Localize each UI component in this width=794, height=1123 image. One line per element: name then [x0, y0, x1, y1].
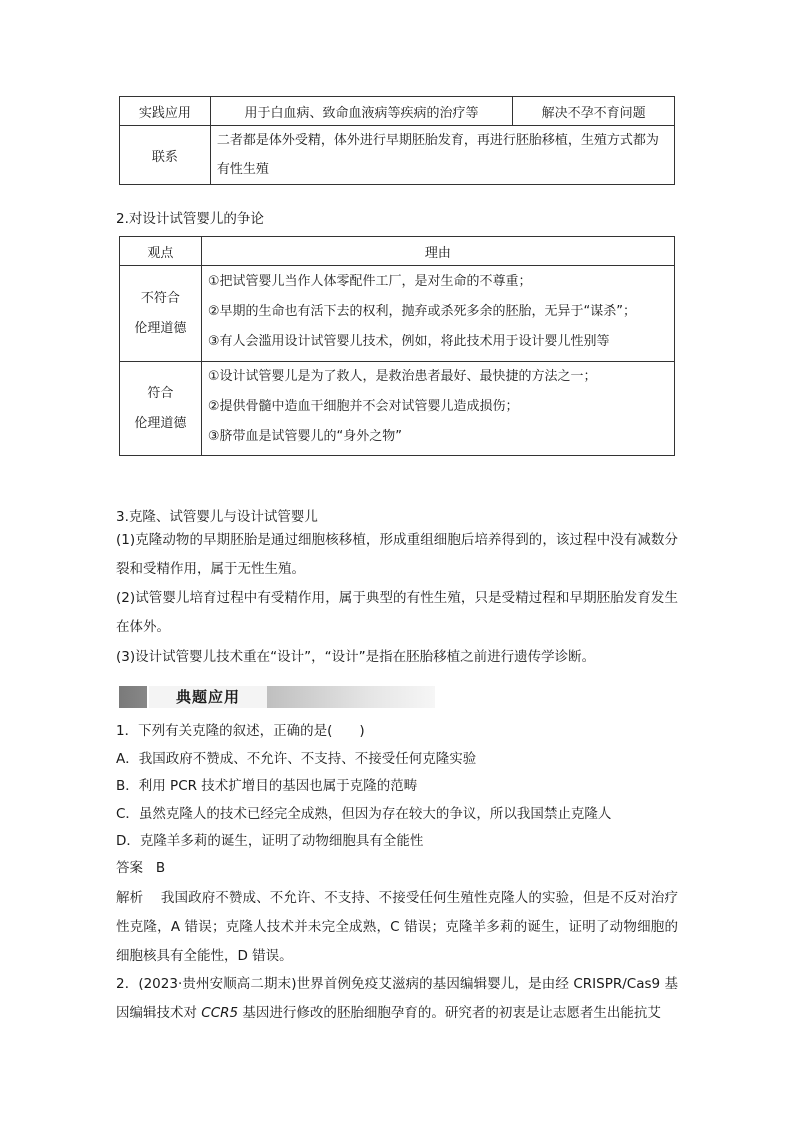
option-c: C．虽然克隆人的技术已经完全成熟，但因为存在较大的争议，所以我国禁止克隆人 — [116, 806, 612, 822]
table-row — [120, 266, 675, 362]
option-a: A．我国政府不赞成、不允许、不支持、不接受任何克隆实验 — [116, 751, 477, 767]
section-banner — [119, 686, 435, 708]
row-label: 联系 — [120, 126, 211, 185]
option-d: D．克隆羊多莉的诞生，证明了动物细胞具有全能性 — [116, 833, 424, 849]
table-row — [120, 126, 675, 185]
reason-item: ③有人会滥用设计试管婴儿技术，例如，将此技术用于设计婴儿性别等 — [207, 334, 610, 349]
question-2-prefix: 2．(2023·贵州安顺高二期末)世界首例免疫艾滋病的基因编辑婴儿，是由经 CRISPR/Cas9 基因编辑技术对 — [116, 976, 678, 1021]
table-cell: 解决不孕不育问题 — [513, 97, 675, 126]
gene-name: CCR5 — [201, 1005, 239, 1021]
reason-item: ③脐带血是试管婴儿的“身外之物” — [207, 429, 402, 444]
viewpoint-label: 不符合 — [140, 290, 180, 306]
viewpoint-cell — [120, 266, 202, 362]
answer-label: 答案 — [116, 860, 143, 876]
debate-table — [119, 236, 675, 456]
section-heading: 3.克隆、试管婴儿与设计试管婴儿 — [116, 509, 318, 525]
answer-line — [116, 855, 165, 881]
option-b: B．利用 PCR 技术扩增目的基因也属于克隆的范畴 — [116, 778, 418, 794]
reason-item: ①设计试管婴儿是为了救人，是救治患者最好、最快捷的方法之一； — [207, 369, 597, 384]
question-2 — [116, 970, 678, 1028]
answer-value: B — [155, 860, 166, 876]
column-header: 理由 — [201, 237, 674, 266]
banner-title: 典题应用 — [147, 686, 267, 708]
reason-cell — [201, 266, 674, 362]
comparison-table — [119, 96, 675, 185]
analysis-label: 解析 — [116, 890, 144, 906]
paragraph: (2)试管婴儿培育过程中有受精作用，属于典型的有性生殖，只是受精过程和早期胚胎发育发生在体外。 — [116, 590, 678, 635]
reason-item: ②提供骨髓中造血干细胞并不会对试管婴儿造成损伤； — [207, 399, 519, 414]
table-row — [120, 362, 675, 456]
table-header-row — [120, 237, 675, 266]
column-header: 观点 — [120, 237, 202, 266]
section-heading: 2.对设计试管婴儿的争论 — [116, 211, 264, 227]
row-label: 实践应用 — [120, 97, 211, 126]
paragraph: (1)克隆动物的早期胚胎是通过细胞核移植，形成重组细胞后培养得到的，该过程中没有减数分裂和受精作用，属于无性生殖。 — [116, 532, 678, 577]
viewpoint-label: 伦理道德 — [134, 320, 187, 336]
table-row — [120, 97, 675, 126]
question-stem: 1．下列有关克隆的叙述，正确的是( ) — [116, 723, 365, 739]
analysis-text: 我国政府不赞成、不允许、不支持、不接受任何生殖性克隆人的实验，但是不反对治疗性克隆，A 错误；克隆人技术并未完全成熟，C 错误；克隆羊多莉的诞生，证明了动物细胞的细胞核具有全能性，D 错误。 — [116, 890, 679, 964]
viewpoint-label: 伦理道德 — [134, 415, 187, 431]
question-2-suffix: 基因进行修改的胚胎细胞孕育的。研究者的初衷是让志愿者生出能抗艾 — [238, 1005, 661, 1021]
viewpoint-cell — [120, 362, 202, 456]
paragraph: (3)设计试管婴儿技术重在“设计”，“设计”是指在胚胎移植之前进行遗传学诊断。 — [116, 649, 596, 665]
table-cell: 用于白血病、致命血液病等疾病的治疗等 — [210, 97, 512, 126]
reason-item: ①把试管婴儿当作人体零配件工厂，是对生命的不尊重； — [207, 274, 532, 289]
table-cell: 二者都是体外受精，体外进行早期胚胎发育，再进行胚胎移植，生殖方式都为有性生殖 — [210, 126, 674, 185]
analysis — [116, 884, 678, 971]
reason-cell — [201, 362, 674, 456]
viewpoint-label: 符合 — [147, 385, 174, 401]
reason-item: ②早期的生命也有活下去的权利，抛弃或杀死多余的胚胎，无异于“谋杀”； — [207, 304, 636, 319]
